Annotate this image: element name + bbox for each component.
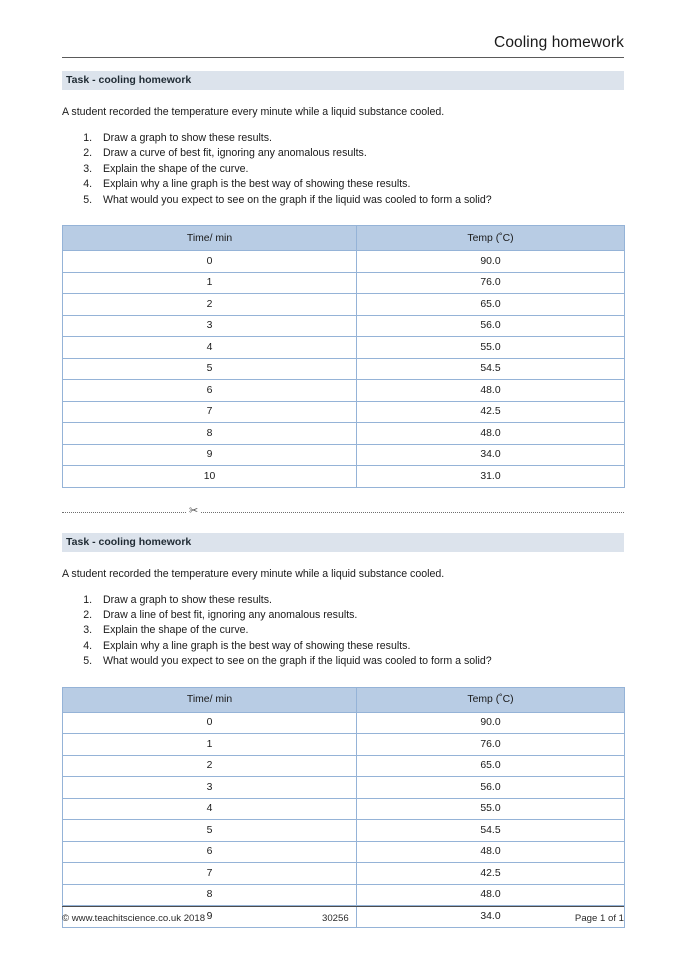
- task-band-heading-1: Task - cooling homework: [62, 71, 624, 90]
- cell-temp: 34.0: [357, 906, 625, 928]
- document-footer: [62, 906, 624, 925]
- column-header-time: Time/ min: [63, 226, 357, 251]
- cell-temp: 42.5: [357, 401, 625, 423]
- task-band-heading-2: Task - cooling homework: [62, 533, 624, 552]
- cell-temp: 48.0: [357, 423, 625, 445]
- cell-time: 5: [63, 358, 357, 380]
- cell-temp: 54.5: [357, 820, 625, 842]
- table-row: [63, 712, 625, 734]
- cell-temp: 48.0: [357, 380, 625, 402]
- header-divider: [62, 57, 624, 58]
- footer-copyright: © www.teachitscience.co.uk 2018: [62, 913, 206, 924]
- cell-time: 2: [63, 294, 357, 316]
- cut-divider: [62, 506, 624, 520]
- cell-temp: 90.0: [357, 251, 625, 273]
- cut-dots-right: [201, 512, 624, 513]
- table-row: [63, 401, 625, 423]
- task-list-item: 3. Explain the shape of the curve.: [95, 162, 624, 177]
- task-list-item: 3. Explain the shape of the curve.: [95, 623, 624, 638]
- task-list-1: [62, 131, 624, 208]
- task-section-1: [62, 71, 624, 488]
- task-section-2: [62, 533, 624, 928]
- cell-time: 3: [63, 777, 357, 799]
- task-list-item: 4. Explain why a line graph is the best way of showing these results.: [95, 639, 624, 654]
- table-row: [63, 884, 625, 906]
- cell-temp: 56.0: [357, 777, 625, 799]
- page-title: Cooling homework: [494, 34, 624, 51]
- task-list-item: 1. Draw a graph to show these results.: [95, 131, 624, 146]
- column-header-time: Time/ min: [63, 687, 357, 712]
- column-header-temp: Temp (˚C): [357, 687, 625, 712]
- table-row: [63, 294, 625, 316]
- footer-row: [62, 912, 624, 925]
- task-list-item: 5. What would you expect to see on the graph if the liquid was cooled to form a solid?: [95, 193, 624, 208]
- table-row: [63, 315, 625, 337]
- cell-temp: 65.0: [357, 294, 625, 316]
- results-table-1: [62, 225, 625, 488]
- table-row: [63, 466, 625, 488]
- cell-time: 4: [63, 798, 357, 820]
- cut-dots-left: [62, 512, 186, 513]
- footer-resource-number: 30256: [322, 913, 349, 924]
- cell-time: 1: [63, 272, 357, 294]
- task-list-2: [62, 593, 624, 670]
- cell-temp: 48.0: [357, 884, 625, 906]
- cell-time: 10: [63, 466, 357, 488]
- table-header-row: [63, 687, 625, 712]
- table-row: [63, 337, 625, 359]
- table-row: [63, 863, 625, 885]
- cell-temp: 65.0: [357, 755, 625, 777]
- cell-time: 9: [63, 906, 357, 928]
- cell-time: 8: [63, 423, 357, 445]
- cell-time: 7: [63, 863, 357, 885]
- footer-divider: [62, 906, 624, 907]
- cell-time: 3: [63, 315, 357, 337]
- table-row: [63, 423, 625, 445]
- cell-temp: 90.0: [357, 712, 625, 734]
- table-row: [63, 841, 625, 863]
- cell-time: 7: [63, 401, 357, 423]
- intro-text-2: A student recorded the temperature every minute while a liquid substance cooled.: [62, 567, 445, 580]
- task-list-item: 2. Draw a line of best fit, ignoring any anomalous results.: [95, 608, 624, 623]
- table-row: [63, 358, 625, 380]
- cell-time: 9: [63, 444, 357, 466]
- cell-time: 4: [63, 337, 357, 359]
- table-header-row: [63, 226, 625, 251]
- results-table-2: [62, 687, 625, 928]
- task-list-item: 2. Draw a curve of best fit, ignoring any anomalous results.: [95, 146, 624, 161]
- cell-time: 6: [63, 380, 357, 402]
- task-list-item: 4. Explain why a line graph is the best way of showing these results.: [95, 177, 624, 192]
- task-list-item: 1. Draw a graph to show these results.: [95, 593, 624, 608]
- cell-time: 8: [63, 884, 357, 906]
- cell-temp: 56.0: [357, 315, 625, 337]
- table-row: [63, 272, 625, 294]
- table-row: [63, 755, 625, 777]
- intro-text-1: A student recorded the temperature every minute while a liquid substance cooled.: [62, 106, 445, 118]
- cell-temp: 42.5: [357, 863, 625, 885]
- table-row: [63, 444, 625, 466]
- table-row: [63, 798, 625, 820]
- task-list-item: 5. What would you expect to see on the graph if the liquid was cooled to form a solid?: [95, 654, 624, 669]
- table-row: [63, 777, 625, 799]
- cell-time: 2: [63, 755, 357, 777]
- footer-page-label: Page 1 of 1: [574, 913, 624, 924]
- cell-time: 1: [63, 734, 357, 756]
- table-row: [63, 734, 625, 756]
- cell-temp: 54.5: [357, 358, 625, 380]
- scissors-icon: ✂: [189, 505, 199, 518]
- cell-time: 0: [63, 712, 357, 734]
- cell-temp: 55.0: [357, 337, 625, 359]
- cell-time: 0: [63, 251, 357, 273]
- table-row: [63, 380, 625, 402]
- table-row: [63, 820, 625, 842]
- document-header: [62, 0, 624, 58]
- cell-temp: 55.0: [357, 798, 625, 820]
- cell-temp: 34.0: [357, 444, 625, 466]
- table-row: [63, 251, 625, 273]
- column-header-temp: Temp (˚C): [357, 226, 625, 251]
- cell-temp: 76.0: [357, 272, 625, 294]
- cell-temp: 31.0: [357, 466, 625, 488]
- cell-time: 6: [63, 841, 357, 863]
- cell-temp: 48.0: [357, 841, 625, 863]
- cell-temp: 76.0: [357, 734, 625, 756]
- cell-time: 5: [63, 820, 357, 842]
